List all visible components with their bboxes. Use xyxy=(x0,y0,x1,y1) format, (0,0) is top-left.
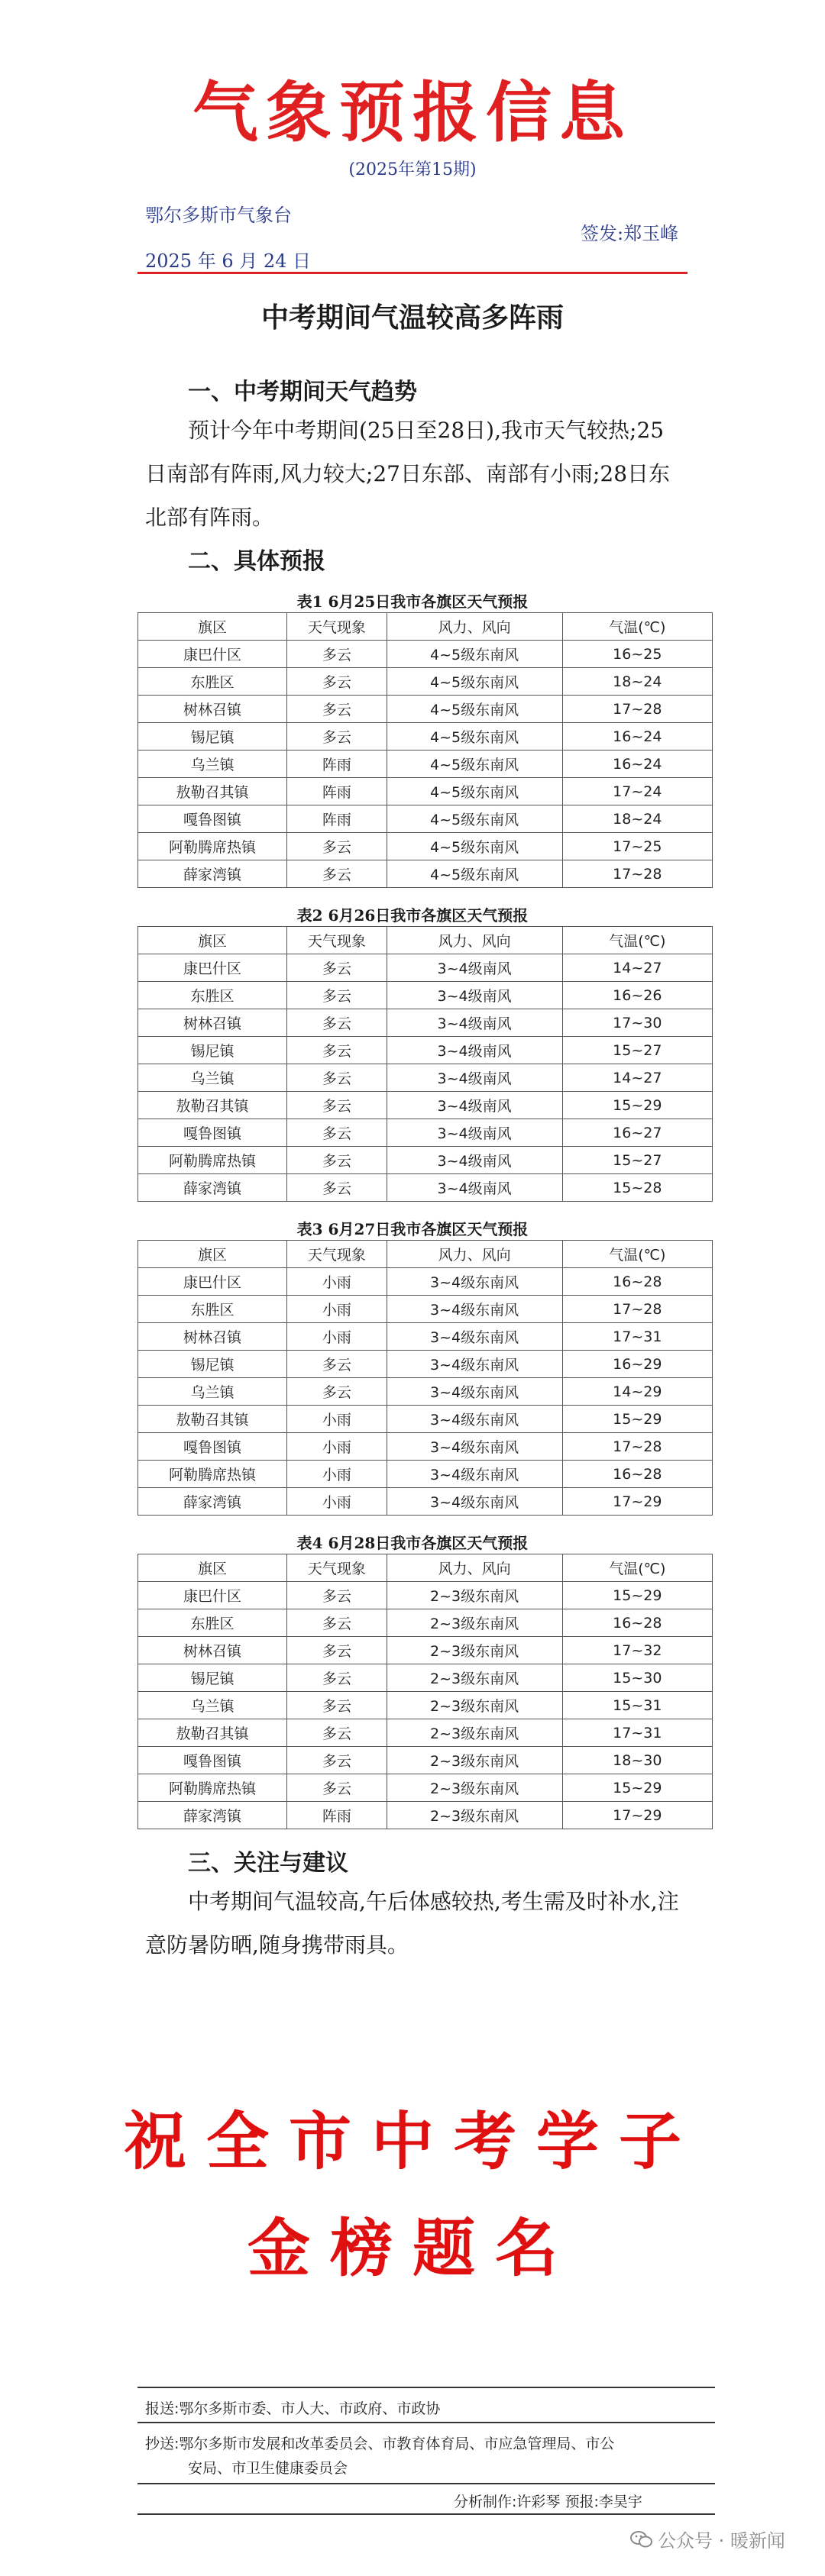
table-cell: 小雨 xyxy=(287,1488,387,1516)
table-row xyxy=(138,1064,713,1092)
table-row xyxy=(138,860,713,888)
table-cell: 阵雨 xyxy=(287,778,387,805)
table-row xyxy=(138,1119,713,1147)
column-header: 旗区 xyxy=(138,613,287,641)
table-cell: 小雨 xyxy=(287,1433,387,1461)
section-heading-advice: 三、关注与建议 xyxy=(188,1850,348,1877)
table-cell: 乌兰镇 xyxy=(138,1064,287,1092)
table-cell: 16~24 xyxy=(562,723,712,751)
table-cell: 多云 xyxy=(287,1037,387,1064)
table-cell: 小雨 xyxy=(287,1406,387,1433)
table-cell: 多云 xyxy=(287,723,387,751)
copy-to: 抄送:鄂尔多斯市发展和改革委员会、市教育体育局、市应急管理局、市公 xyxy=(145,2436,615,2452)
table-caption: 表3 6月27日我市各旗区天气预报 xyxy=(296,1220,529,1238)
table-cell: 多云 xyxy=(287,641,387,668)
table-cell: 3~4级南风 xyxy=(387,954,562,982)
table-cell: 18~30 xyxy=(562,1747,712,1774)
header-divider xyxy=(138,272,688,274)
table-row xyxy=(138,1147,713,1174)
signer: 签发:郑玉峰 xyxy=(581,223,679,244)
table-cell: 2~3级东南风 xyxy=(387,1774,562,1802)
table-cell: 15~29 xyxy=(562,1774,712,1802)
table-cell: 嘎鲁图镇 xyxy=(138,1747,287,1774)
section-heading-trend: 一、中考期间天气趋势 xyxy=(188,379,417,405)
table-row xyxy=(138,1268,713,1296)
table-cell: 多云 xyxy=(287,1009,387,1037)
table-cell: 3~4级南风 xyxy=(387,1119,562,1147)
table-cell: 康巴什区 xyxy=(138,641,287,668)
table-row xyxy=(138,1582,713,1609)
table-row xyxy=(138,1037,713,1064)
column-header: 天气现象 xyxy=(287,927,387,954)
table-cell: 17~28 xyxy=(562,1433,712,1461)
table-cell: 多云 xyxy=(287,1174,387,1202)
footer-divider xyxy=(138,2387,715,2388)
column-header: 气温(℃) xyxy=(562,927,712,954)
table-cell: 2~3级东南风 xyxy=(387,1637,562,1664)
table-cell: 17~32 xyxy=(562,1637,712,1664)
table-cell: 15~29 xyxy=(562,1582,712,1609)
table-cell: 2~3级东南风 xyxy=(387,1582,562,1609)
table-cell: 薛家湾镇 xyxy=(138,1174,287,1202)
table-cell: 3~4级南风 xyxy=(387,1147,562,1174)
footer-divider xyxy=(138,2483,715,2484)
table-cell: 3~4级东南风 xyxy=(387,1433,562,1461)
table-row xyxy=(138,1664,713,1692)
table-cell: 4~5级东南风 xyxy=(387,751,562,778)
table-cell: 4~5级东南风 xyxy=(387,723,562,751)
table-cell: 多云 xyxy=(287,1719,387,1747)
footer-divider xyxy=(138,2513,715,2515)
table-row xyxy=(138,1323,713,1351)
table-cell: 敖勒召其镇 xyxy=(138,778,287,805)
forecast-table-2 xyxy=(138,926,713,1202)
table-cell: 16~25 xyxy=(562,641,712,668)
table-cell: 2~3级东南风 xyxy=(387,1692,562,1719)
table-cell: 锡尼镇 xyxy=(138,1664,287,1692)
watermark-text: 公众号 · 暖新闻 xyxy=(658,2530,785,2552)
table-cell: 阵雨 xyxy=(287,1802,387,1829)
table-cell: 18~24 xyxy=(562,668,712,696)
wechat-icon xyxy=(630,2530,653,2553)
issuer: 鄂尔多斯市气象台 xyxy=(145,205,292,226)
headline: 中考期间气温较高多阵雨 xyxy=(260,302,564,334)
table-cell: 薛家湾镇 xyxy=(138,1802,287,1829)
table-cell: 14~27 xyxy=(562,1064,712,1092)
table-cell: 敖勒召其镇 xyxy=(138,1092,287,1119)
table-cell: 2~3级东南风 xyxy=(387,1802,562,1829)
table-cell: 锡尼镇 xyxy=(138,723,287,751)
table-row xyxy=(138,778,713,805)
table-cell: 康巴什区 xyxy=(138,1268,287,1296)
table-cell: 15~29 xyxy=(562,1092,712,1119)
table-cell: 2~3级东南风 xyxy=(387,1747,562,1774)
table-row xyxy=(138,641,713,668)
column-header: 气温(℃) xyxy=(562,1554,712,1582)
table-cell: 4~5级东南风 xyxy=(387,668,562,696)
table-cell: 18~24 xyxy=(562,805,712,833)
table-cell: 14~29 xyxy=(562,1378,712,1406)
table-cell: 树林召镇 xyxy=(138,1637,287,1664)
table-cell: 多云 xyxy=(287,1147,387,1174)
table-cell: 敖勒召其镇 xyxy=(138,1719,287,1747)
table-caption: 表2 6月26日我市各旗区天气预报 xyxy=(296,906,529,925)
table-cell: 多云 xyxy=(287,1119,387,1147)
table-cell: 2~3级东南风 xyxy=(387,1664,562,1692)
table-cell: 2~3级东南风 xyxy=(387,1609,562,1637)
table-row xyxy=(138,1461,713,1488)
table-row xyxy=(138,1406,713,1433)
trend-paragraph: 预计今年中考期间(25日至28日),我市天气较热;25日南部有阵雨,风力较大;27日东部、南部有小雨;28日东北部有阵雨。 xyxy=(145,418,671,530)
table-cell: 17~30 xyxy=(562,1009,712,1037)
table-row xyxy=(138,1009,713,1037)
table-cell: 嘎鲁图镇 xyxy=(138,805,287,833)
table-cell: 康巴什区 xyxy=(138,1582,287,1609)
table-row xyxy=(138,1092,713,1119)
table-cell: 15~29 xyxy=(562,1406,712,1433)
table-cell: 小雨 xyxy=(287,1296,387,1323)
table-row xyxy=(138,833,713,860)
table-cell: 15~27 xyxy=(562,1147,712,1174)
table-row xyxy=(138,1609,713,1637)
table-cell: 3~4级南风 xyxy=(387,1037,562,1064)
column-header: 气温(℃) xyxy=(562,613,712,641)
table-row xyxy=(138,751,713,778)
forecast-table-4 xyxy=(138,1554,713,1829)
table-cell: 树林召镇 xyxy=(138,696,287,723)
table-cell: 17~28 xyxy=(562,860,712,888)
forecast-table-1 xyxy=(138,612,713,888)
table-cell: 阿勒腾席热镇 xyxy=(138,1147,287,1174)
table-row xyxy=(138,954,713,982)
issue-number: (2025年第15期) xyxy=(348,160,477,179)
table-cell: 多云 xyxy=(287,1064,387,1092)
report-to: 报送:鄂尔多斯市委、市人大、市政府、市政协 xyxy=(145,2400,441,2417)
table-cell: 小雨 xyxy=(287,1323,387,1351)
column-header: 气温(℃) xyxy=(562,1241,712,1268)
watermark xyxy=(630,2526,785,2553)
table-cell: 17~29 xyxy=(562,1488,712,1516)
table-cell: 4~5级东南风 xyxy=(387,860,562,888)
table-cell: 17~28 xyxy=(562,696,712,723)
table-cell: 15~28 xyxy=(562,1174,712,1202)
table-cell: 4~5级东南风 xyxy=(387,641,562,668)
table-cell: 16~24 xyxy=(562,751,712,778)
table-cell: 锡尼镇 xyxy=(138,1351,287,1378)
table-cell: 16~26 xyxy=(562,982,712,1009)
table-cell: 多云 xyxy=(287,696,387,723)
table-cell: 17~29 xyxy=(562,1802,712,1829)
column-header: 天气现象 xyxy=(287,1554,387,1582)
table-cell: 乌兰镇 xyxy=(138,1692,287,1719)
table-row xyxy=(138,1747,713,1774)
table-cell: 阿勒腾席热镇 xyxy=(138,833,287,860)
table-cell: 4~5级东南风 xyxy=(387,805,562,833)
table-cell: 嘎鲁图镇 xyxy=(138,1433,287,1461)
table-cell: 3~4级东南风 xyxy=(387,1488,562,1516)
table-cell: 嘎鲁图镇 xyxy=(138,1119,287,1147)
section-heading-forecast: 二、具体预报 xyxy=(188,548,325,575)
table-cell: 锡尼镇 xyxy=(138,1037,287,1064)
table-row xyxy=(138,668,713,696)
blessing-line-2: 金榜题名 xyxy=(247,2213,578,2285)
table-cell: 17~31 xyxy=(562,1323,712,1351)
forecast-table-3 xyxy=(138,1240,713,1516)
table-cell: 东胜区 xyxy=(138,1296,287,1323)
table-cell: 15~27 xyxy=(562,1037,712,1064)
table-cell: 3~4级东南风 xyxy=(387,1378,562,1406)
table-caption: 表4 6月28日我市各旗区天气预报 xyxy=(296,1534,529,1552)
table-cell: 多云 xyxy=(287,954,387,982)
table-cell: 乌兰镇 xyxy=(138,1378,287,1406)
table-cell: 阵雨 xyxy=(287,805,387,833)
table-cell: 多云 xyxy=(287,1351,387,1378)
table-cell: 阿勒腾席热镇 xyxy=(138,1461,287,1488)
table-cell: 多云 xyxy=(287,668,387,696)
table-cell: 乌兰镇 xyxy=(138,751,287,778)
table-cell: 15~31 xyxy=(562,1692,712,1719)
table-row xyxy=(138,696,713,723)
column-header: 风力、风向 xyxy=(387,927,562,954)
table-cell: 多云 xyxy=(287,1664,387,1692)
table-cell: 15~30 xyxy=(562,1664,712,1692)
table-cell: 3~4级东南风 xyxy=(387,1296,562,1323)
table-cell: 3~4级南风 xyxy=(387,982,562,1009)
table-cell: 薛家湾镇 xyxy=(138,860,287,888)
blessing-line-1: 祝全市中考学子 xyxy=(123,2106,701,2178)
table-cell: 16~28 xyxy=(562,1609,712,1637)
table-cell: 3~4级南风 xyxy=(387,1009,562,1037)
table-row xyxy=(138,1378,713,1406)
table-row xyxy=(138,1802,713,1829)
column-header: 风力、风向 xyxy=(387,1554,562,1582)
table-row xyxy=(138,1637,713,1664)
column-header: 风力、风向 xyxy=(387,1241,562,1268)
table-cell: 3~4级东南风 xyxy=(387,1268,562,1296)
table-row xyxy=(138,982,713,1009)
table-cell: 4~5级东南风 xyxy=(387,778,562,805)
table-cell: 17~24 xyxy=(562,778,712,805)
table-cell: 3~4级东南风 xyxy=(387,1461,562,1488)
table-row xyxy=(138,1488,713,1516)
table-cell: 2~3级东南风 xyxy=(387,1719,562,1747)
table-cell: 多云 xyxy=(287,1637,387,1664)
table-cell: 东胜区 xyxy=(138,668,287,696)
table-cell: 16~27 xyxy=(562,1119,712,1147)
copy-to-continued: 安局、市卫生健康委员会 xyxy=(188,2460,348,2477)
table-cell: 小雨 xyxy=(287,1461,387,1488)
table-cell: 16~28 xyxy=(562,1268,712,1296)
table-header-row xyxy=(138,927,713,954)
column-header: 旗区 xyxy=(138,1554,287,1582)
table-row xyxy=(138,1174,713,1202)
table-cell: 16~29 xyxy=(562,1351,712,1378)
table-row xyxy=(138,1433,713,1461)
table-row xyxy=(138,1296,713,1323)
table-cell: 4~5级东南风 xyxy=(387,833,562,860)
table-cell: 阿勒腾席热镇 xyxy=(138,1774,287,1802)
table-cell: 多云 xyxy=(287,833,387,860)
table-cell: 多云 xyxy=(287,1582,387,1609)
table-cell: 17~28 xyxy=(562,1296,712,1323)
table-cell: 小雨 xyxy=(287,1268,387,1296)
table-cell: 树林召镇 xyxy=(138,1323,287,1351)
table-row xyxy=(138,1719,713,1747)
table-cell: 17~31 xyxy=(562,1719,712,1747)
table-row xyxy=(138,1351,713,1378)
table-cell: 3~4级东南风 xyxy=(387,1351,562,1378)
table-cell: 阵雨 xyxy=(287,751,387,778)
table-cell: 东胜区 xyxy=(138,982,287,1009)
column-header: 旗区 xyxy=(138,1241,287,1268)
column-header: 旗区 xyxy=(138,927,287,954)
table-cell: 薛家湾镇 xyxy=(138,1488,287,1516)
table-cell: 3~4级东南风 xyxy=(387,1406,562,1433)
table-cell: 树林召镇 xyxy=(138,1009,287,1037)
table-cell: 多云 xyxy=(287,1692,387,1719)
table-row xyxy=(138,1774,713,1802)
column-header: 天气现象 xyxy=(287,1241,387,1268)
table-cell: 14~27 xyxy=(562,954,712,982)
table-header-row xyxy=(138,613,713,641)
table-cell: 3~4级南风 xyxy=(387,1174,562,1202)
footer-divider xyxy=(138,2422,715,2423)
table-cell: 多云 xyxy=(287,982,387,1009)
table-row xyxy=(138,805,713,833)
issue-date: 2025 年 6 月 24 日 xyxy=(145,250,312,272)
table-cell: 康巴什区 xyxy=(138,954,287,982)
table-cell: 多云 xyxy=(287,860,387,888)
table-cell: 多云 xyxy=(287,1378,387,1406)
table-cell: 17~25 xyxy=(562,833,712,860)
table-cell: 3~4级南风 xyxy=(387,1092,562,1119)
table-cell: 16~28 xyxy=(562,1461,712,1488)
table-header-row xyxy=(138,1241,713,1268)
table-cell: 多云 xyxy=(287,1092,387,1119)
credits: 分析制作:许彩琴 预报:李昊宇 xyxy=(454,2494,642,2510)
table-cell: 3~4级南风 xyxy=(387,1064,562,1092)
table-row xyxy=(138,1692,713,1719)
table-cell: 多云 xyxy=(287,1774,387,1802)
column-header: 天气现象 xyxy=(287,613,387,641)
page-title: 气象预报信息 xyxy=(192,74,632,151)
table-cell: 3~4级东南风 xyxy=(387,1323,562,1351)
table-cell: 4~5级东南风 xyxy=(387,696,562,723)
table-header-row xyxy=(138,1554,713,1582)
advice-paragraph: 中考期间气温较高,午后体感较热,考生需及时补水,注意防暑防晒,随身携带雨具。 xyxy=(145,1889,679,1958)
column-header: 风力、风向 xyxy=(387,613,562,641)
table-row xyxy=(138,723,713,751)
table-cell: 敖勒召其镇 xyxy=(138,1406,287,1433)
table-cell: 东胜区 xyxy=(138,1609,287,1637)
table-caption: 表1 6月25日我市各旗区天气预报 xyxy=(296,592,529,611)
table-cell: 多云 xyxy=(287,1609,387,1637)
table-cell: 多云 xyxy=(287,1747,387,1774)
